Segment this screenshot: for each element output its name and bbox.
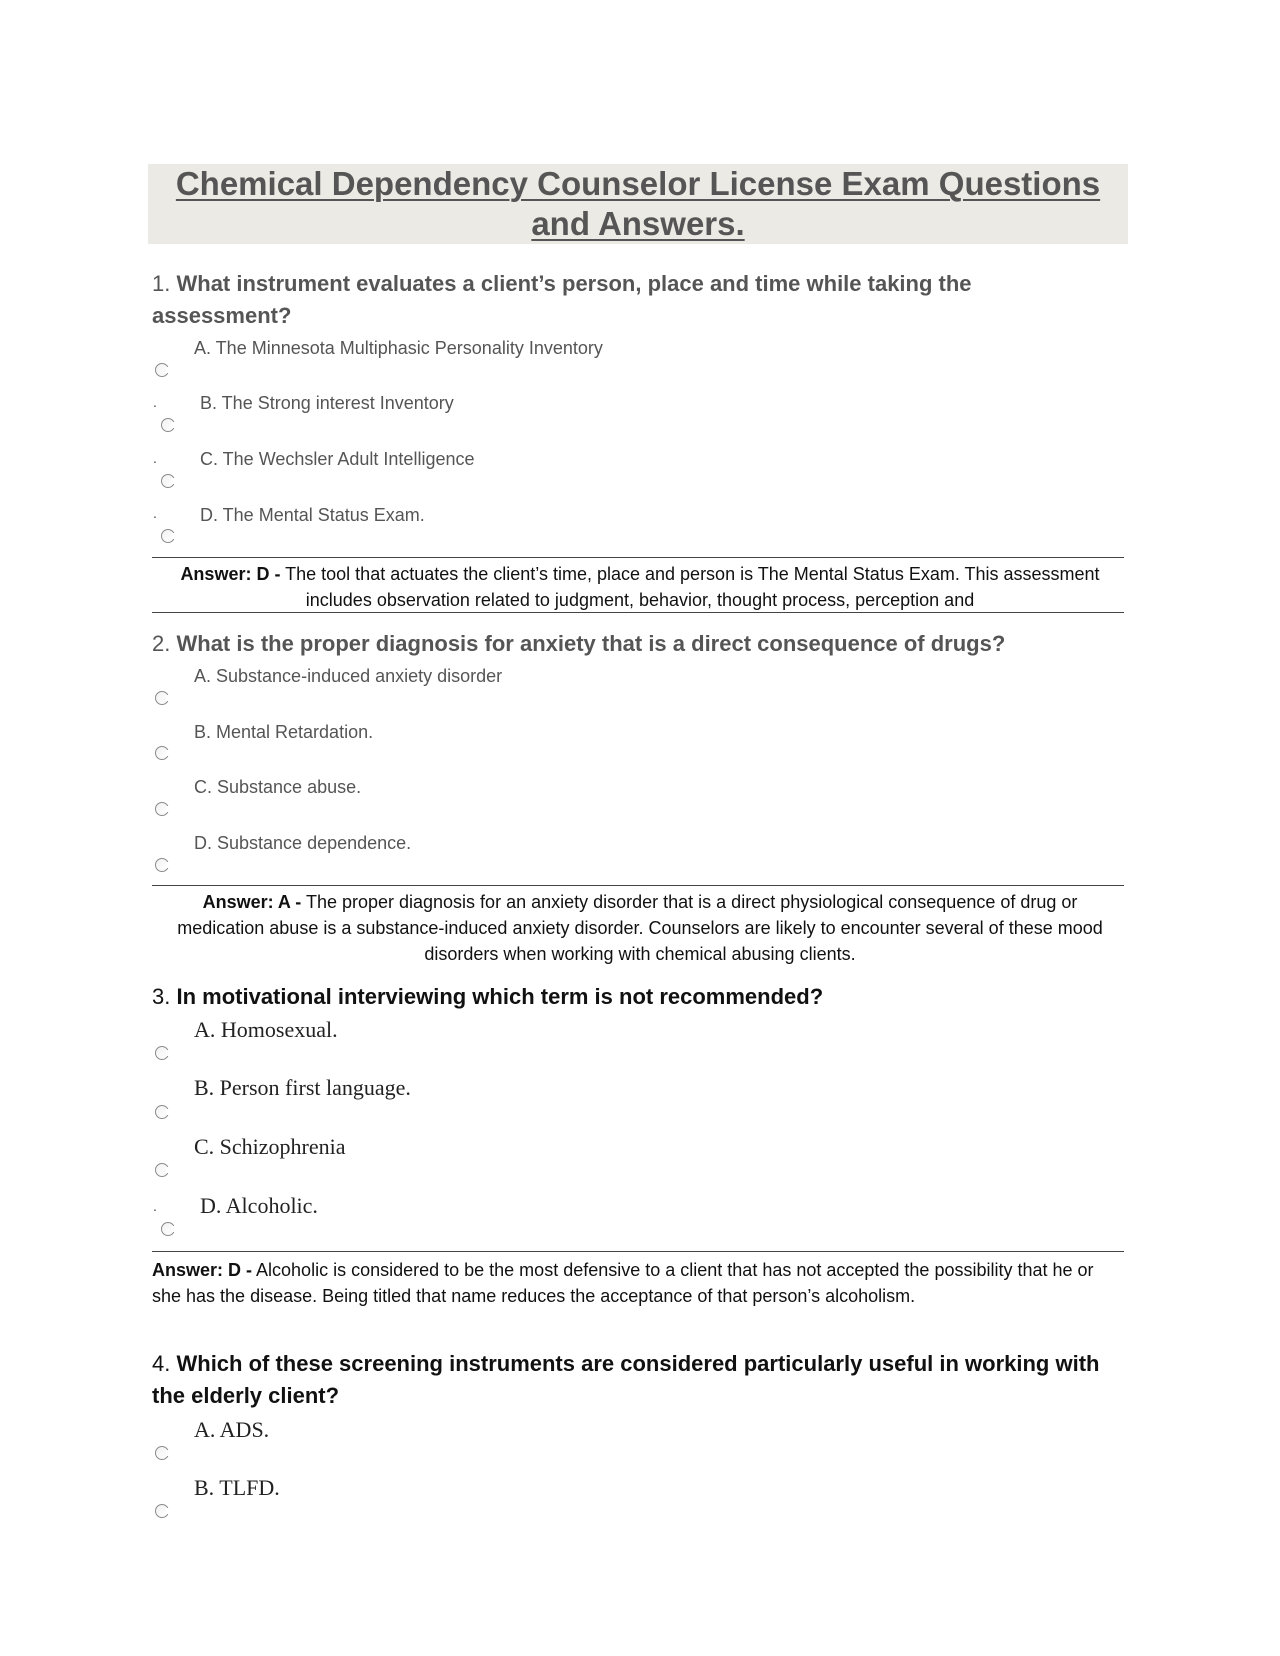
radio-option-c[interactable] bbox=[161, 474, 175, 488]
answer-label: Answer: D - bbox=[180, 564, 281, 584]
stray-dot: . bbox=[153, 1198, 157, 1214]
option-label: C. The Wechsler Adult Intelligence bbox=[200, 449, 475, 469]
question-number: 3. bbox=[152, 984, 171, 1009]
question-number: 4. bbox=[152, 1351, 171, 1376]
radio-option-b[interactable] bbox=[161, 418, 175, 432]
radio-option-a[interactable] bbox=[155, 691, 169, 705]
radio-option-d[interactable] bbox=[155, 858, 169, 872]
radio-option-b[interactable] bbox=[155, 1105, 169, 1119]
question-1 bbox=[152, 268, 1112, 332]
option-label: A. Substance-induced anxiety disorder bbox=[194, 666, 503, 686]
option-label: C. Substance abuse. bbox=[194, 777, 362, 797]
radio-option-b[interactable] bbox=[155, 1504, 169, 1518]
answer-text: The tool that actuates the client’s time, place and person is The Mental Status Exam. This assessment includes observation related to judgment, behavior, thought process, perception and bbox=[285, 564, 1100, 610]
question-text: Which of these screening instruments are considered particularly useful in working with the elderly client? bbox=[152, 1351, 1100, 1408]
stray-dot: . bbox=[153, 505, 157, 521]
radio-option-a[interactable] bbox=[155, 1446, 169, 1460]
option-label: D. Substance dependence. bbox=[194, 833, 412, 853]
answer-text: Alcoholic is considered to be the most defensive to a client that has not accepted the possibility that he or she has the disease. Being titled that name reduces the acceptance of that person’s alcoholism. bbox=[152, 1260, 1094, 1306]
answer-block bbox=[152, 1257, 1112, 1309]
radio-option-c[interactable] bbox=[155, 802, 169, 816]
divider bbox=[152, 1251, 1124, 1252]
option-label: A. ADS. bbox=[194, 1417, 270, 1442]
answer-block bbox=[170, 561, 1110, 613]
title-banner bbox=[148, 164, 1128, 244]
option-label: B. The Strong interest Inventory bbox=[200, 393, 454, 413]
stray-dot: . bbox=[153, 450, 157, 466]
option-label: B. TLFD. bbox=[194, 1475, 280, 1500]
question-text: What is the proper diagnosis for anxiety that is a direct consequence of drugs? bbox=[176, 631, 1006, 656]
option-label: A. The Minnesota Multiphasic Personality Inventory bbox=[194, 338, 603, 358]
answer-text: The proper diagnosis for an anxiety disorder that is a direct physiological consequence of drug or medication abuse is a substance-induced anxiety disorder. Counselors are likely to encounter several of these mood disorders when working with chemical abusing clients. bbox=[177, 892, 1103, 964]
radio-option-d[interactable] bbox=[161, 1222, 175, 1236]
question-text: In motivational interviewing which term is not recommended? bbox=[176, 984, 824, 1009]
radio-option-b[interactable] bbox=[155, 746, 169, 760]
divider bbox=[152, 612, 1124, 613]
question-2 bbox=[152, 628, 1112, 660]
option-label: B. Person first language. bbox=[194, 1075, 411, 1100]
answer-label: Answer: A - bbox=[202, 892, 302, 912]
answer-block bbox=[170, 889, 1110, 967]
radio-option-d[interactable] bbox=[161, 529, 175, 543]
option-label: C. Schizophrenia bbox=[194, 1134, 346, 1159]
stray-dot: . bbox=[153, 394, 157, 410]
radio-option-c[interactable] bbox=[155, 1163, 169, 1177]
answer-label: Answer: D - bbox=[152, 1260, 253, 1280]
question-4 bbox=[152, 1348, 1112, 1412]
question-text: What instrument evaluates a client’s person, place and time while taking the assessment? bbox=[152, 271, 972, 328]
radio-option-a[interactable] bbox=[155, 1046, 169, 1060]
option-label: B. Mental Retardation. bbox=[194, 722, 374, 742]
question-3 bbox=[152, 981, 1112, 1013]
page-title: Chemical Dependency Counselor License Exam Questions and Answers. bbox=[175, 165, 1101, 242]
radio-option-a[interactable] bbox=[155, 363, 169, 377]
question-number: 2. bbox=[152, 631, 171, 656]
divider bbox=[152, 557, 1124, 558]
option-label: A. Homosexual. bbox=[194, 1017, 338, 1042]
option-label: D. The Mental Status Exam. bbox=[200, 505, 425, 525]
question-number: 1. bbox=[152, 271, 171, 296]
divider bbox=[152, 885, 1124, 886]
option-label: D. Alcoholic. bbox=[200, 1193, 318, 1218]
